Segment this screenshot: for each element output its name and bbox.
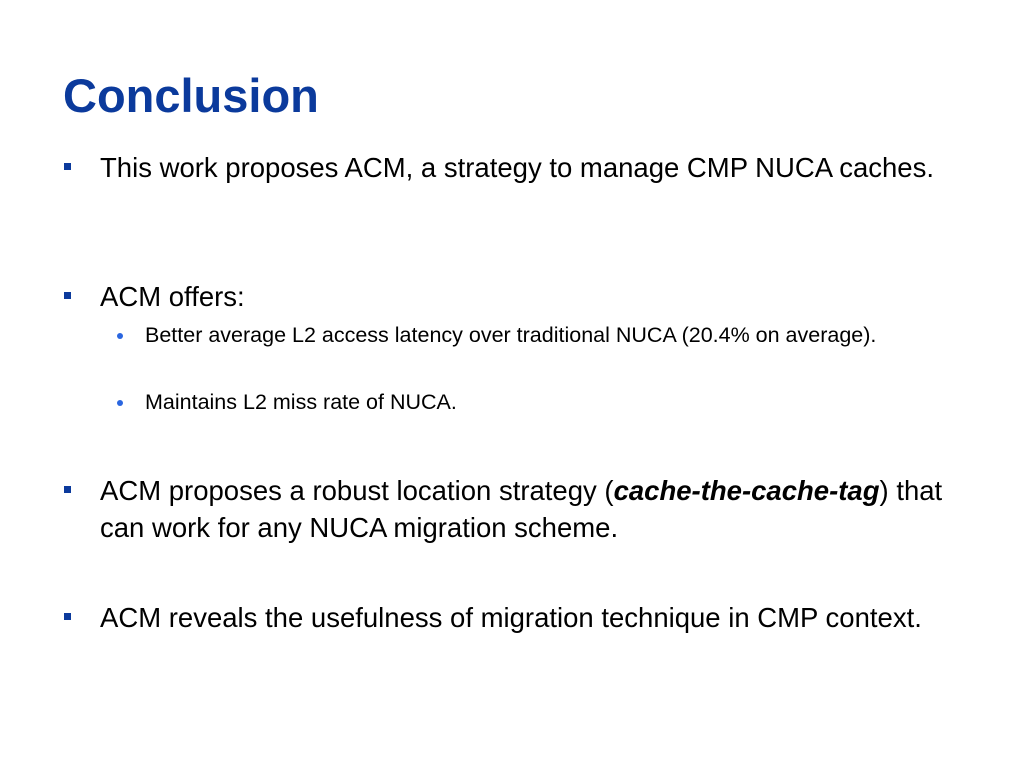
bullet-item bbox=[100, 278, 980, 315]
sub-bullet-text: Maintains L2 miss rate of NUCA. bbox=[145, 390, 457, 414]
bullet-text: ACM reveals the usefulness of migration technique in CMP context. bbox=[100, 602, 922, 633]
slide-title: Conclusion bbox=[63, 69, 319, 122]
square-bullet-icon bbox=[64, 486, 71, 493]
bullet-item bbox=[100, 599, 980, 636]
bullet-item bbox=[100, 149, 980, 186]
bullet-text-start: ACM proposes a robust location strategy ( bbox=[100, 475, 614, 506]
dot-bullet-icon bbox=[117, 400, 123, 406]
square-bullet-icon bbox=[64, 163, 71, 170]
square-bullet-icon bbox=[64, 613, 71, 620]
dot-bullet-icon bbox=[117, 333, 123, 339]
emphasized-term: cache-the-cache-tag bbox=[613, 475, 880, 506]
sub-bullet-text: Better average L2 access latency over traditional NUCA (20.4% on average). bbox=[145, 323, 877, 347]
bullet-text-end: ) that can work for any NUCA migration scheme. bbox=[100, 475, 943, 543]
bullet-item bbox=[100, 472, 980, 546]
sub-bullet-item bbox=[145, 320, 945, 351]
bullet-text: This work proposes ACM, a strategy to manage CMP NUCA caches. bbox=[100, 152, 934, 183]
sub-bullet-item bbox=[145, 387, 945, 418]
square-bullet-icon bbox=[64, 292, 71, 299]
bullet-text: ACM offers: bbox=[100, 281, 245, 312]
